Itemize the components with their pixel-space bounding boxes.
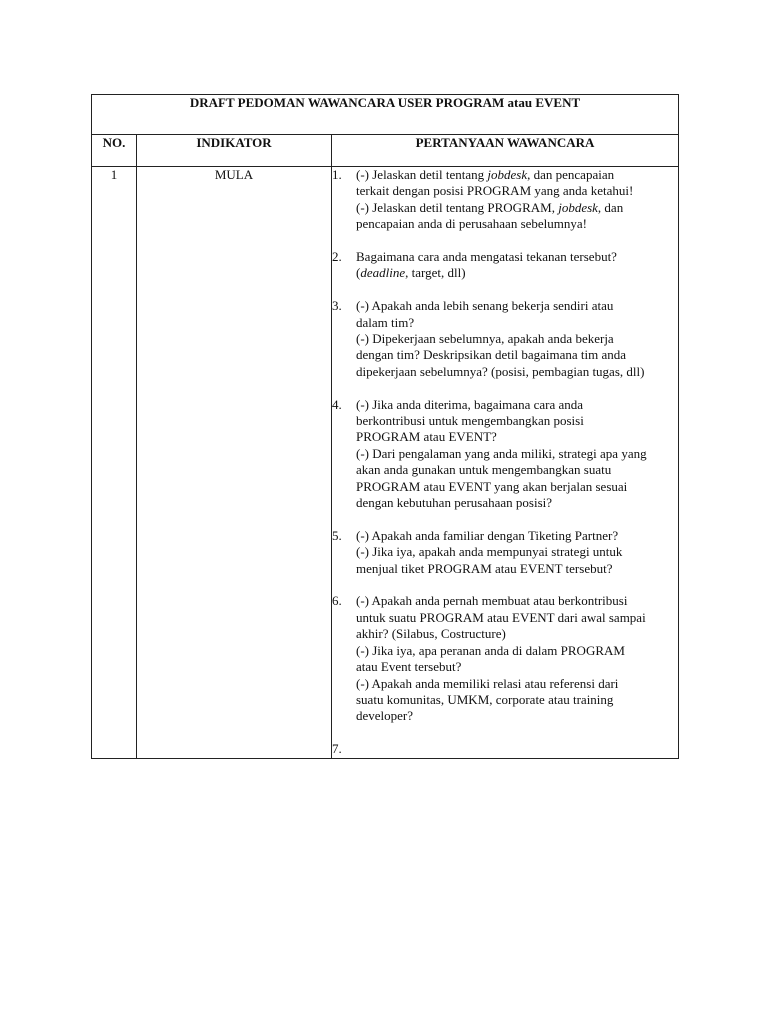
question-line — [356, 676, 678, 692]
list-item — [332, 741, 678, 757]
question-line — [356, 347, 678, 363]
question-line — [356, 216, 678, 232]
question-number: 1. — [332, 167, 342, 182]
question-text-segment: akan anda gunakan untuk mengembangkan suatu — [356, 462, 612, 478]
question-number: 7. — [332, 741, 342, 757]
question-line — [356, 479, 678, 495]
table-title: DRAFT PEDOMAN WAWANCARA USER PROGRAM atau EVENT — [92, 95, 679, 135]
question-line — [356, 495, 678, 511]
question-line — [356, 659, 678, 675]
question-text-segment: (-) Apakah anda lebih senang bekerja sendiri atau — [356, 298, 614, 314]
question-line — [356, 331, 678, 347]
indikator-cell — [137, 167, 332, 759]
question-text — [356, 593, 678, 724]
question-text — [356, 167, 678, 233]
question-line — [356, 544, 678, 560]
table-row — [92, 167, 679, 759]
question-number: 3. — [332, 298, 342, 314]
question-text-segment: , dan pencapaian — [527, 167, 615, 182]
question-text-segment: terkait dengan posisi PROGRAM yang anda ketahui! — [356, 183, 634, 199]
question-number: 6. — [332, 593, 342, 609]
question-text-segment: (-) Jelaskan detil tentang — [356, 167, 488, 182]
question-text-segment: (-) Dari pengalaman yang anda miliki, strategi apa yang — [356, 445, 647, 461]
header-pertanyaan: PERTANYAAN WAWANCARA — [332, 135, 679, 167]
question-text-segment: PROGRAM atau EVENT? — [356, 429, 497, 445]
question-line — [356, 708, 678, 724]
question-line — [356, 741, 678, 757]
list-item — [332, 397, 678, 512]
question-text-segment: deadline — [360, 265, 406, 281]
list-item — [332, 528, 678, 577]
question-text-segment: jobdesk — [558, 199, 598, 215]
question-line — [356, 643, 678, 659]
question-text — [356, 298, 678, 380]
question-text-segment: (-) Jika anda diterima, bagaimana cara anda — [356, 396, 584, 412]
interview-guide-table — [91, 94, 679, 759]
question-text-segment: (-) Jika iya, apa peranan anda di dalam PROGRAM — [356, 642, 625, 658]
question-number: 5. — [332, 527, 342, 543]
question-text-segment: PROGRAM atau EVENT yang akan berjalan sesuai — [356, 478, 628, 494]
question-text-segment: suatu komunitas, UMKM, corporate atau training — [356, 691, 614, 707]
question-line — [356, 167, 678, 183]
question-line — [356, 298, 678, 314]
question-line — [356, 364, 678, 380]
question-line — [356, 413, 678, 429]
question-line — [356, 249, 678, 265]
question-text-segment: menjual tiket PROGRAM atau EVENT tersebut? — [356, 560, 613, 576]
question-line — [356, 315, 678, 331]
question-line — [356, 200, 678, 216]
question-text-segment: berkontribusi untuk mengembangkan posisi — [356, 413, 584, 429]
question-text — [356, 528, 678, 577]
question-text-segment: dipekerjaan sebelumnya? (posisi, pembagian tugas, dll) — [356, 363, 645, 379]
question-number: 2. — [332, 249, 342, 265]
list-item — [332, 593, 678, 724]
list-item — [332, 298, 678, 380]
question-text-segment: (-) Jika iya, apakah anda mempunyai strategi untuk — [356, 544, 623, 560]
question-text-segment: Bagaimana cara anda mengatasi tekanan tersebut? — [356, 249, 617, 265]
row-number: 1 — [92, 167, 137, 759]
question-list — [332, 167, 678, 758]
question-text-segment: (-) Dipekerjaan sebelumnya, apakah anda bekerja — [356, 331, 614, 347]
question-text-segment: (-) Apakah anda memiliki relasi atau referensi dari — [356, 675, 619, 691]
list-item — [332, 249, 678, 282]
question-text-segment: (-) Apakah anda pernah membuat atau berkontribusi — [356, 593, 628, 609]
question-line — [356, 626, 678, 642]
question-line — [356, 397, 678, 413]
question-line — [356, 528, 678, 544]
question-text-segment: (-) Jelaskan detil tentang PROGRAM, — [356, 199, 559, 215]
question-text-segment: atau Event tersebut? — [356, 659, 462, 675]
header-indikator: INDIKATOR — [137, 135, 332, 167]
question-text-segment: akhir? (Silabus, Costructure) — [356, 626, 506, 642]
question-line — [356, 429, 678, 445]
questions-cell — [332, 167, 679, 759]
question-text-segment: jobdesk — [487, 167, 528, 182]
question-text-segment: dengan tim? Deskripsikan detil bagaimana tim anda — [356, 347, 627, 363]
question-text-segment: dengan kebutuhan perusahaan posisi? — [356, 495, 553, 511]
header-no: NO. — [92, 135, 137, 167]
question-number: 4. — [332, 396, 342, 412]
question-line — [356, 183, 678, 199]
question-text — [356, 397, 678, 512]
question-line — [356, 593, 678, 609]
question-text-segment: untuk suatu PROGRAM atau EVENT dari awal sampai — [356, 609, 646, 625]
question-text — [356, 741, 678, 757]
question-text-segment: dalam tim? — [356, 314, 415, 330]
question-text-segment: , dan — [597, 199, 624, 215]
question-text-segment: (-) Apakah anda familiar dengan Tiketing Partner? — [356, 527, 619, 543]
question-line — [356, 462, 678, 478]
question-line — [356, 692, 678, 708]
question-line — [356, 265, 678, 281]
question-line — [356, 561, 678, 577]
question-line — [356, 446, 678, 462]
question-text-segment: , target, dll) — [405, 265, 466, 281]
question-text-segment: ( — [356, 265, 361, 281]
question-text-segment: pencapaian anda di perusahaan sebelumnya! — [356, 216, 588, 232]
question-text — [356, 249, 678, 282]
question-line — [356, 610, 678, 626]
indikator-label: MULA — [214, 167, 254, 182]
list-item — [332, 167, 678, 233]
question-text-segment: developer? — [356, 708, 414, 724]
